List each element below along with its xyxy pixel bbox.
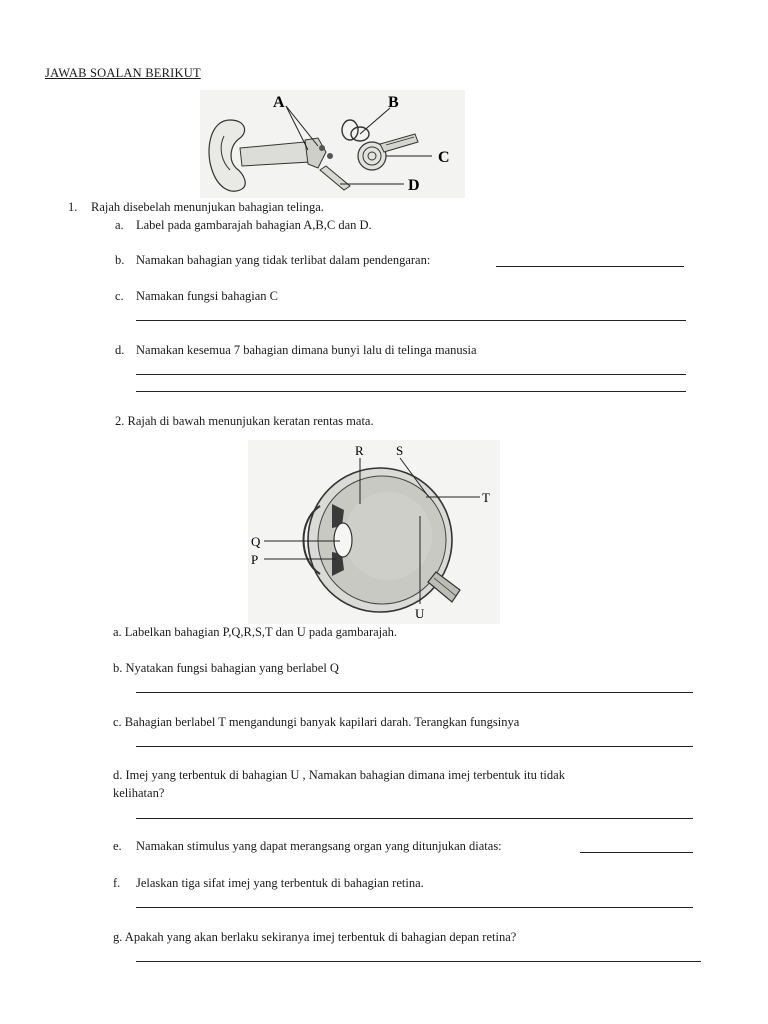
q2g-answer-line[interactable] — [136, 961, 701, 962]
q2b-text: b. Nyatakan fungsi bahagian yang berlabel Q — [113, 661, 339, 675]
q1d-answer-line-1[interactable] — [136, 374, 686, 375]
q1-stem: Rajah disebelah menunjukan bahagian telinga. — [91, 200, 324, 214]
q1c-answer-line[interactable] — [136, 320, 686, 321]
q2f-text: Jelaskan tiga sifat imej yang terbentuk di bahagian retina. — [136, 876, 424, 890]
q1-number: 1. — [68, 200, 78, 214]
q2d-text-line2: kelihatan? — [113, 786, 165, 800]
q1a-text: Label pada gambarajah bahagian A,B,C dan D. — [136, 218, 372, 232]
ear-label-b: B — [388, 94, 399, 111]
q1a-marker: a. — [115, 218, 124, 232]
ear-label-a: A — [273, 94, 285, 111]
q2b-answer-line[interactable] — [136, 692, 693, 693]
q2c-text: c. Bahagian berlabel T mengandungi banyak kapilari darah. Terangkan fungsinya — [113, 715, 520, 729]
ear-label-d: D — [408, 177, 420, 194]
q2e-text: Namakan stimulus yang dapat merangsang organ yang ditunjukan diatas: — [136, 839, 502, 853]
q2f-answer-line[interactable] — [136, 907, 693, 908]
ear-diagram — [200, 90, 465, 198]
q1d-marker: d. — [115, 343, 125, 357]
eye-label-s: S — [396, 443, 404, 458]
q1d-text: Namakan kesemua 7 bahagian dimana bunyi lalu di telinga manusia — [136, 343, 477, 357]
q2e-answer-line[interactable] — [580, 852, 693, 853]
worksheet-title: JAWAB SOALAN BERIKUT — [45, 66, 201, 80]
q1b-marker: b. — [115, 253, 125, 267]
eye-label-t: T — [482, 490, 490, 505]
q1c-marker: c. — [115, 289, 124, 303]
eye-label-r: R — [355, 443, 364, 458]
q1c-text: Namakan fungsi bahagian C — [136, 289, 278, 303]
eye-label-u: U — [415, 606, 425, 621]
q2d-answer-line[interactable] — [136, 818, 693, 819]
ear-label-c: C — [438, 149, 450, 166]
q2a-text: a. Labelkan bahagian P,Q,R,S,T dan U pada gambarajah. — [113, 625, 398, 639]
q1d-answer-line-2[interactable] — [136, 391, 686, 392]
q2-stem: 2. Rajah di bawah menunjukan keratan rentas mata. — [115, 414, 374, 428]
q1b-text: Namakan bahagian yang tidak terlibat dalam pendengaran: — [136, 253, 431, 267]
eye-label-p: P — [251, 552, 259, 567]
q2f-marker: f. — [113, 876, 121, 890]
eye-diagram — [248, 440, 500, 624]
q2e-marker: e. — [113, 839, 122, 853]
q2d-text-line1: d. Imej yang terbentuk di bahagian U , Namakan bahagian dimana imej terbentuk itu tidak — [113, 768, 565, 782]
q2g-text: g. Apakah yang akan berlaku sekiranya imej terbentuk di bahagian depan retina? — [113, 930, 517, 944]
q1b-answer-line[interactable] — [496, 266, 684, 267]
q2c-answer-line[interactable] — [136, 746, 693, 747]
eye-label-q: Q — [251, 534, 261, 549]
